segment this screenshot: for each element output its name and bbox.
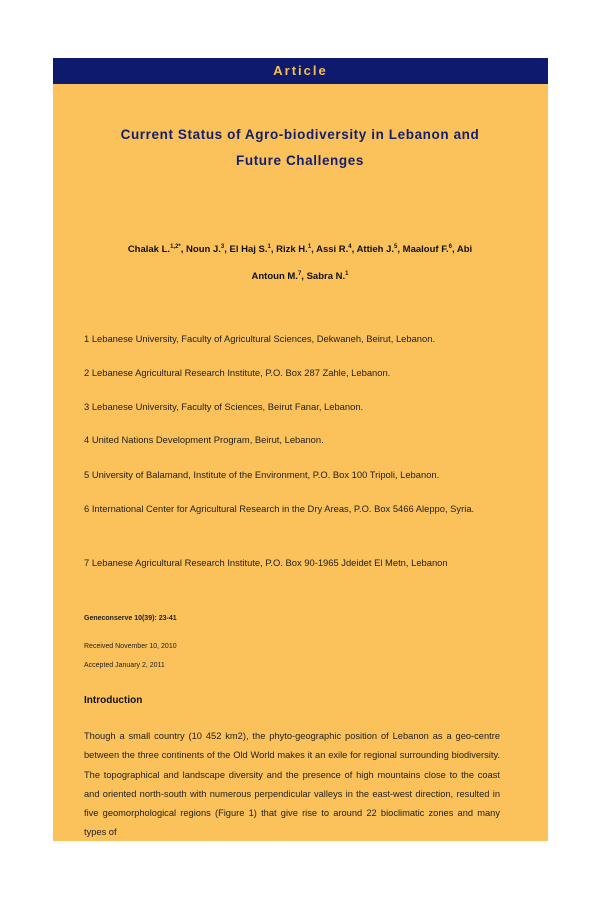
author-affil-mark: 5	[394, 243, 398, 250]
citation: Geneconserve 10(39): 23-41	[84, 615, 177, 622]
author-affil-mark: 3	[220, 243, 225, 250]
author-name: , Attieh J.	[351, 244, 395, 255]
author-affil-mark: 1	[267, 243, 271, 250]
affiliation-4: 4 United Nations Development Program, Beirut, Lebanon.	[84, 434, 324, 445]
title-line-1: Current Status of Agro-biodiversity in Lebanon and	[120, 127, 480, 142]
author-affil-mark: 1	[307, 243, 312, 250]
author-name: , Assi R.	[311, 244, 349, 255]
author-affil-mark: 6	[448, 243, 452, 250]
received-date: Received November 10, 2010	[84, 643, 177, 650]
accepted-date: Accepted January 2, 2011	[84, 662, 165, 669]
affiliation-7: 7 Lebanese Agricultural Research Institute, P.O. Box 90-1965 Jdeidet El Metn, Lebanon	[84, 557, 448, 568]
affiliation-3: 3 Lebanese University, Faculty of Sciences, Beirut Fanar, Lebanon.	[84, 401, 364, 412]
title-line-2: Future Challenges	[236, 153, 364, 168]
author-affil-mark: 1,2*	[170, 243, 181, 250]
author-name: Chalak L.	[127, 244, 171, 255]
author-line-2	[60, 263, 540, 290]
affiliation-1: 1 Lebanese University, Faculty of Agricultural Sciences, Dekwaneh, Beirut, Lebanon.	[84, 333, 436, 344]
author-affil-mark: 4	[348, 243, 352, 250]
author-name: , Noun J.	[180, 244, 221, 255]
page-background	[53, 58, 548, 841]
author-list	[60, 236, 540, 290]
author-line-1	[60, 236, 540, 263]
author-name: , Maalouf F.	[397, 244, 449, 255]
author-name: , Sabra N.	[301, 271, 346, 282]
affiliation-6: 6 International Center for Agricultural Research in the Dry Areas, P.O. Box 5466 Aleppo, Syria.	[84, 503, 475, 514]
introduction-paragraph: Though a small country (10 452 km2), the phyto-geographic position of Lebanon as a geo-centre between the three continents of the Old World makes it an exile for regional surrounding biodiversity. The topographical and landscape diversity and the presence of high mountains close to the coast and oriented north-south with numerous perpendicular valleys in the east-west direction, resulted in five geomorphological regions (Figure 1) that give rise to around 22 bioclimatic zones and many types of	[84, 731, 500, 838]
author-affil-mark: 7	[297, 270, 302, 277]
affiliation-5: 5 University of Balamand, Institute of the Environment, P.O. Box 100 Tripoli, Lebanon.	[84, 469, 440, 480]
author-affil-mark: 1	[345, 270, 349, 277]
author-name: , El Haj S.	[224, 244, 268, 255]
paper-title	[60, 122, 540, 174]
author-name: Antoun M.	[251, 271, 298, 282]
section-heading-introduction: Introduction	[84, 695, 143, 706]
affiliation-2: 2 Lebanese Agricultural Research Institute, P.O. Box 287 Zahle, Lebanon.	[84, 367, 391, 378]
author-name: , Abi	[451, 244, 473, 255]
article-banner: Article	[53, 58, 548, 84]
author-name: , Rizk H.	[270, 244, 308, 255]
